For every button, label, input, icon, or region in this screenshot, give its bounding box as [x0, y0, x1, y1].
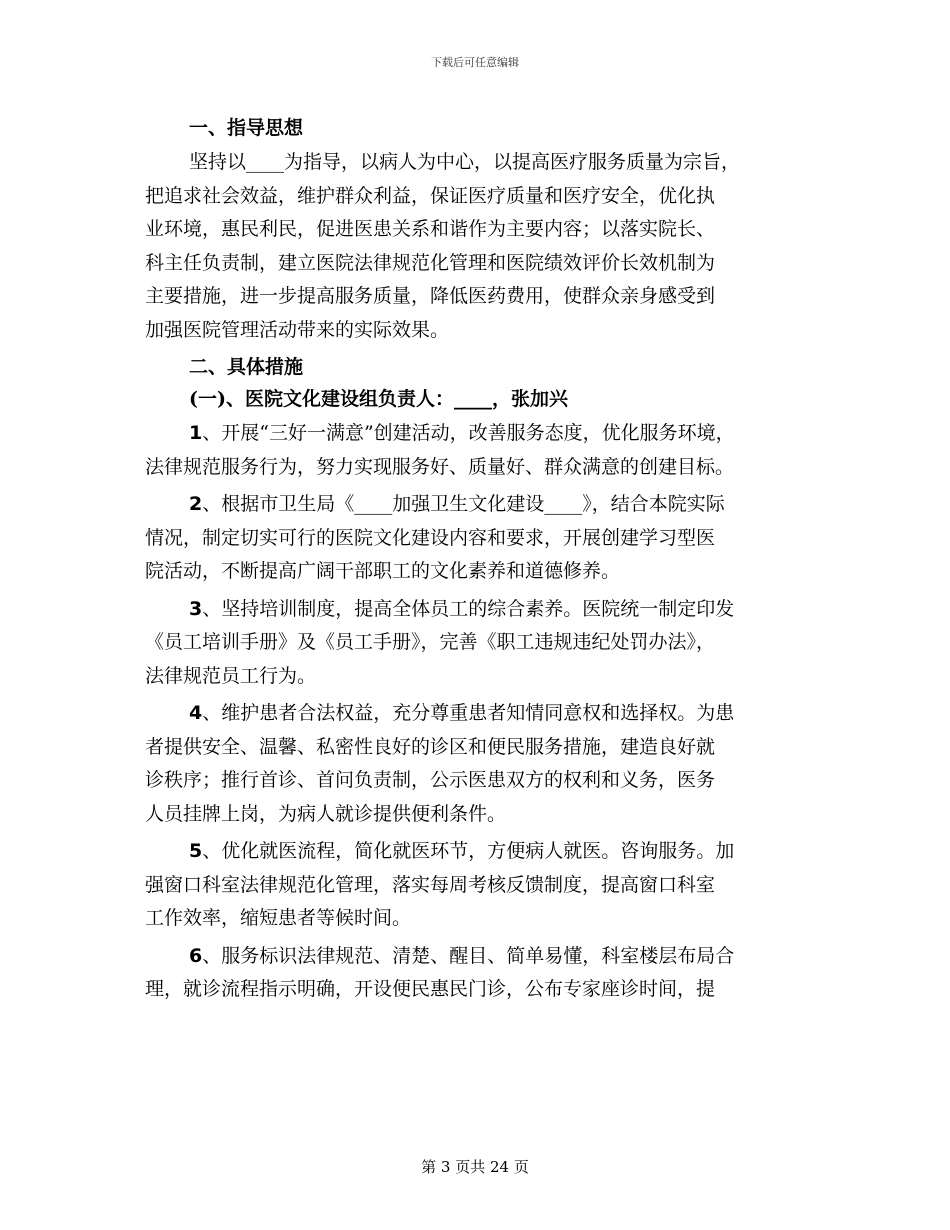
list-item-1: [145, 417, 810, 484]
text-line: 坚持以____为指导，以病人为中心，以提高医疗服务质量为宗旨，: [189, 151, 741, 173]
item-text: 、优化就医流程，简化就医环节，方便病人就医。咨询服务。加: [202, 840, 735, 862]
text-line: 工作效率，缩短患者等候时间。: [145, 907, 412, 929]
document-body: [145, 112, 810, 1011]
text-line: 院活动，不断提高广阔干部职工的文化素养和道德修养。: [145, 560, 621, 582]
text-line: 者提供安全、温馨、私密性良好的诊区和便民服务措施，建造良好就: [145, 735, 716, 758]
item-text: 、服务标识法律规范、清楚、醒目、简单易懂，科室楼层布局合: [202, 944, 735, 967]
text-line: [145, 417, 810, 451]
subsection-heading-culture-group: (一)、医院文化建设组负责人：____，张加兴: [189, 388, 568, 410]
text-line: 法律规范员工行为。: [145, 664, 317, 687]
text-line: 把追求社会效益，维护群众利益，保证医疗质量和医疗安全，优化执: [145, 184, 716, 207]
item-text: 、开展“三好一满意”创建活动，改善服务态度，优化服务环境，: [202, 422, 735, 444]
text-line: [145, 593, 810, 627]
item-number: 3: [189, 597, 203, 620]
page-header: 下载后可任意编辑: [431, 56, 519, 69]
text-line: 理，就诊流程指示明确，开设便民惠民门诊，公布专家座诊时间，提: [145, 978, 716, 1000]
text-line: 加强医院管理活动带来的实际效果。: [145, 318, 450, 341]
item-number: 6: [189, 944, 203, 967]
text-line: [145, 488, 810, 522]
text-line: 人员挂牌上岗，为病人就诊提供便利条件。: [145, 802, 507, 825]
section-heading-guiding-ideology: 一、指导思想: [189, 117, 304, 139]
item-text: 、维护患者合法权益，充分尊重患者知情同意权和选择权。为患: [202, 702, 735, 724]
item-number: 2: [189, 493, 203, 515]
text-line: [145, 835, 810, 869]
item-text: 、坚持培训制度，提高全体员工的综合素养。医院统一制定印发: [202, 597, 735, 620]
text-line: 业环境，惠民利民，促进医患关系和谐作为主要内容；以落实院长、: [145, 218, 716, 240]
page-footer: 第 3 页共 24 页: [421, 1158, 529, 1176]
list-item-4: [145, 697, 810, 831]
text-line: 主要措施，进一步提高服务质量，降低医药费用，使群众亲身感受到: [145, 285, 716, 307]
list-item-5: [145, 835, 810, 936]
list-item-3: [145, 593, 810, 694]
item-number: 5: [189, 840, 203, 862]
item-number: 1: [189, 422, 203, 444]
text-line: 《员工培训手册》及《员工手册》，完善《职工违规违纪处罚办法》，: [145, 631, 716, 653]
text-line: 诊秩序；推行首诊、首问负责制，公示医患双方的权利和义务，医务: [145, 769, 716, 791]
list-item-6: [145, 940, 810, 1007]
text-line: 法律规范服务行为，努力实现服务好、质量好、群众满意的创建目标。: [145, 455, 735, 478]
paragraph-guiding-ideology: [145, 146, 810, 347]
item-number: 4: [189, 702, 203, 724]
section-heading-specific-measures: 二、具体措施: [189, 356, 304, 378]
text-line: 强窗口科室法律规范化管理，落实每周考核反馈制度，提高窗口科室: [145, 873, 716, 896]
text-line: [145, 940, 810, 974]
text-line: [145, 697, 810, 731]
item-text: 、根据市卫生局《____加强卫生文化建设____》，结合本院实际: [202, 493, 725, 515]
list-item-2: [145, 488, 810, 589]
text-line: 科主任负责制，建立医院法律规范化管理和医院绩效评价长效机制为: [145, 251, 716, 274]
text-line: 情况，制定切实可行的医院文化建设内容和要求，开展创建学习型医: [145, 526, 716, 549]
